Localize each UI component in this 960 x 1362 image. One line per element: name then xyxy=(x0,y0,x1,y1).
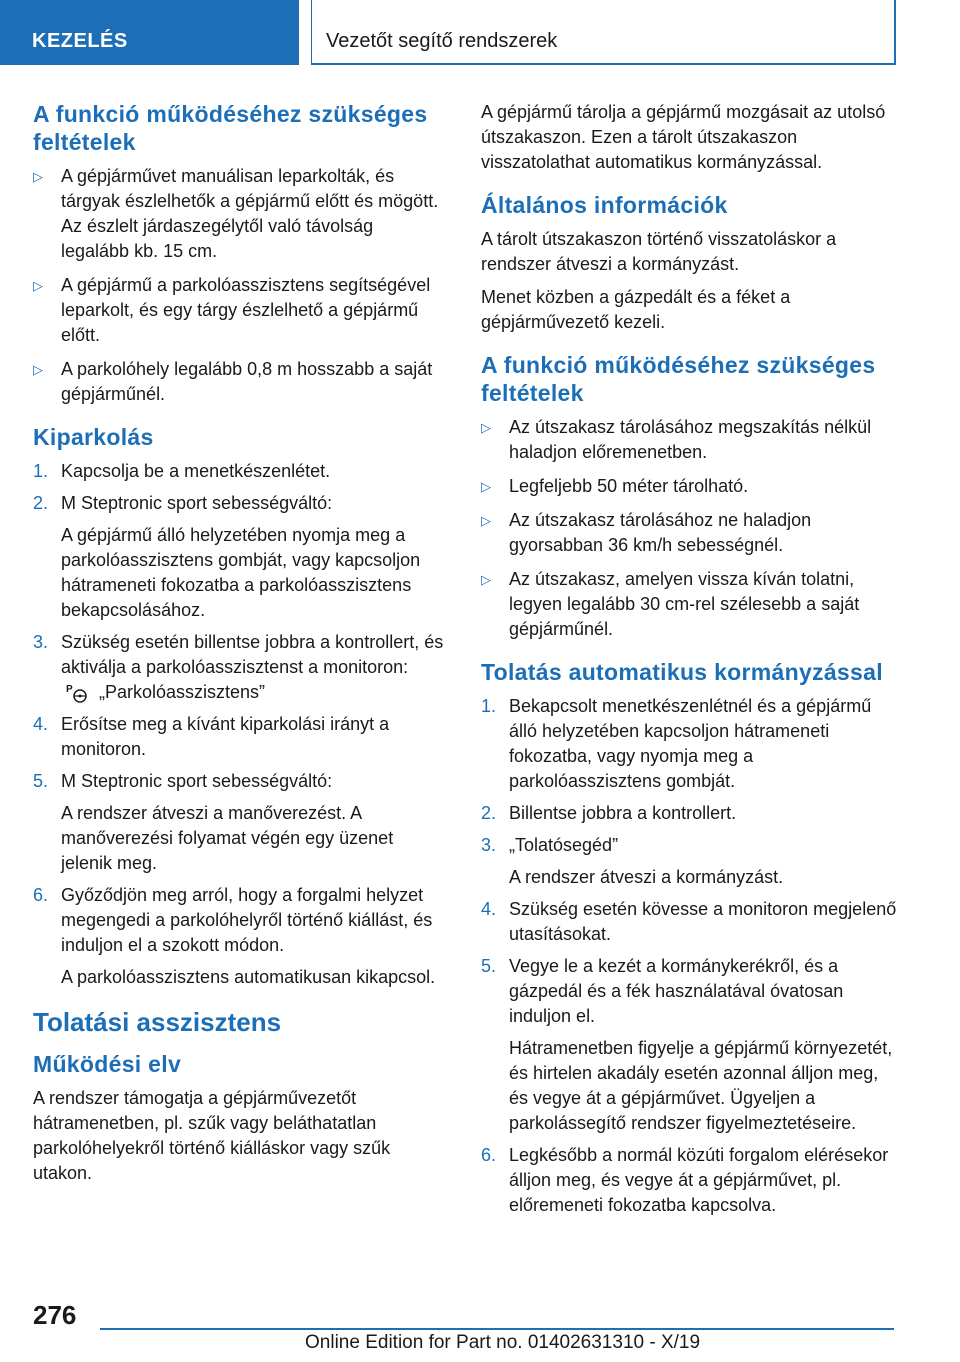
step-item: 3. Szükség esetén billentse jobbra a kontrollert, és aktiválja a parkolóasszisztenst a monitoron: P „Parkolóasszisztens” xyxy=(33,630,445,705)
footer-divider xyxy=(100,1328,894,1330)
right-column xyxy=(481,100,897,1225)
step-item: 4. Erősítse meg a kívánt kiparkolási irányt a monitoron. xyxy=(33,714,390,759)
heading-conditions-right: A funkció működéséhez szükséges feltételek xyxy=(481,352,876,406)
paragraph: Menet közben a gázpedált és a féket a gépjárművezető kezeli. xyxy=(481,287,791,332)
svg-text:P: P xyxy=(66,684,73,696)
step-item: 1. Bekapcsolt menetkészenlétnél és a gépjármű álló helyzetében kapcsoljon hátrameneti fokozatba, vagy nyomja meg a parkolóasszisztens gombját. xyxy=(481,696,872,791)
step-item: 3. „Tolatósegéd” xyxy=(481,835,619,855)
triangle-bullet-icon: ▷ xyxy=(33,278,43,293)
step-item: 2. M Steptronic sport sebességváltó: xyxy=(33,493,333,513)
heading-altalanos: Általános információk xyxy=(481,192,728,218)
list-item: ▷ Az útszakasz tárolásához megszakítás nélkül haladjon előremenetben. xyxy=(481,417,872,462)
heading-kiparkolas: Kiparkolás xyxy=(33,424,154,450)
heading-tolatas-automatikus: Tolatás automatikus kormányzással xyxy=(481,659,883,685)
list-item: ▷ Legfeljebb 50 méter tárolható. xyxy=(481,474,897,499)
page-number: 276 xyxy=(33,1300,77,1330)
paragraph: A gépjármű tárolja a gépjármű mozgásait az utolsó útszakaszon. Ezen a tárolt útszakaszon visszatolathat automatikus kormányzással. xyxy=(481,102,886,172)
heading-tolatasi-asszisztens: Tolatási asszisztens xyxy=(33,1007,282,1037)
heading-conditions-left: A funkció működéséhez szükséges feltételek xyxy=(33,101,428,155)
triangle-bullet-icon: ▷ xyxy=(481,479,491,494)
heading-mukodesi-elv: Működési elv xyxy=(33,1051,182,1077)
step-item: 2. Billentse jobbra a kontrollert. xyxy=(481,803,737,823)
list-item: ▷ Az útszakasz, amelyen vissza kíván tolatni, legyen legalább 30 cm-rel szélesebb a saját gépjárműnél. xyxy=(481,569,860,639)
triangle-bullet-icon: ▷ xyxy=(481,513,491,528)
list-item: ▷ A parkolóhely legalább 0,8 m hosszabb a saját gépjárműnél. xyxy=(33,359,433,404)
step-detail: A rendszer átveszi a manőverezést. A manőverezési folyamat végén egy üzenet jelenik meg. xyxy=(61,803,394,873)
parking-assistant-icon xyxy=(65,682,91,704)
list-item: ▷ A gépjárművet manuálisan leparkolták, és tárgyak észlelhetők a gépjármű előtt és mögött. Az észlelt járdaszegélytől való távolság legalább kb. 15 cm. xyxy=(33,166,439,261)
paragraph: A tárolt útszakaszon történő visszatoláskor a rendszer átveszi a kormányzást. xyxy=(481,229,837,274)
left-column xyxy=(33,100,445,1194)
triangle-bullet-icon: ▷ xyxy=(33,362,43,377)
step-detail: Hátramenetben figyelje a gépjármű környezetét, és hirtelen akadály esetén azonnal álljon meg, és vegye át a gépjárművet. Ügyeljen a parkolássegítő rendszer figyelmeztetéseire. xyxy=(509,1038,893,1133)
header-chapter-label: Vezetőt segítő rendszerek xyxy=(326,30,558,52)
triangle-bullet-icon: ▷ xyxy=(481,572,491,587)
list-item: ▷ Az útszakasz tárolásához ne haladjon gyorsabban 36 km/h sebességnél. xyxy=(481,510,812,555)
step-detail: A parkolóasszisztens automatikusan kikapcsol. xyxy=(61,967,436,987)
step-item: 1. Kapcsolja be a menetkészenlétet. xyxy=(33,461,331,481)
step-item: 6. Legkésőbb a normál közúti forgalom elérésekor álljon meg, és vegye át a gépjárművet, pl. előremeneti fokozatba kapcsolva. xyxy=(481,1145,889,1215)
triangle-bullet-icon: ▷ xyxy=(33,169,43,184)
step-detail: A rendszer átveszi a kormányzást. xyxy=(509,867,784,887)
step-item: 6. Győződjön meg arról, hogy a forgalmi helyzet megengedi a parkolóhelyről történő kiállást, és induljon el a szokott módon. xyxy=(33,885,433,955)
step-detail: A gépjármű álló helyzetében nyomja meg a parkolóasszisztens gombját, vagy kapcsoljon hátrameneti fokozatba a parkolóasszisztens bekapcsolásához. xyxy=(61,525,421,620)
step-item: 4. Szükség esetén kövesse a monitoron megjelenő utasításokat. xyxy=(481,899,897,944)
step-item: 5. M Steptronic sport sebességváltó: xyxy=(33,771,333,791)
header-section-tab xyxy=(0,0,299,65)
header-chapter-tab xyxy=(311,0,896,65)
list-item: ▷ A gépjármű a parkolóasszisztens segítségével leparkolt, és egy tárgy észlelhető a gépjármű előtt. xyxy=(33,275,431,345)
triangle-bullet-icon: ▷ xyxy=(481,420,491,435)
step-item: 5. Vegye le a kezét a kormánykerékről, és a gázpedál és a fék használatával óvatosan induljon el. xyxy=(481,956,844,1026)
header-section-label: KEZELÉS xyxy=(32,30,128,52)
footer-edition: Online Edition for Part no. 01402631310 - X/19 xyxy=(305,1332,701,1353)
paragraph: A rendszer támogatja a gépjárművezetőt hátramenetben, pl. szűk vagy beláthatatlan parkolóhelyekről történő kiálláskor vagy szűk utakon. xyxy=(33,1088,391,1183)
